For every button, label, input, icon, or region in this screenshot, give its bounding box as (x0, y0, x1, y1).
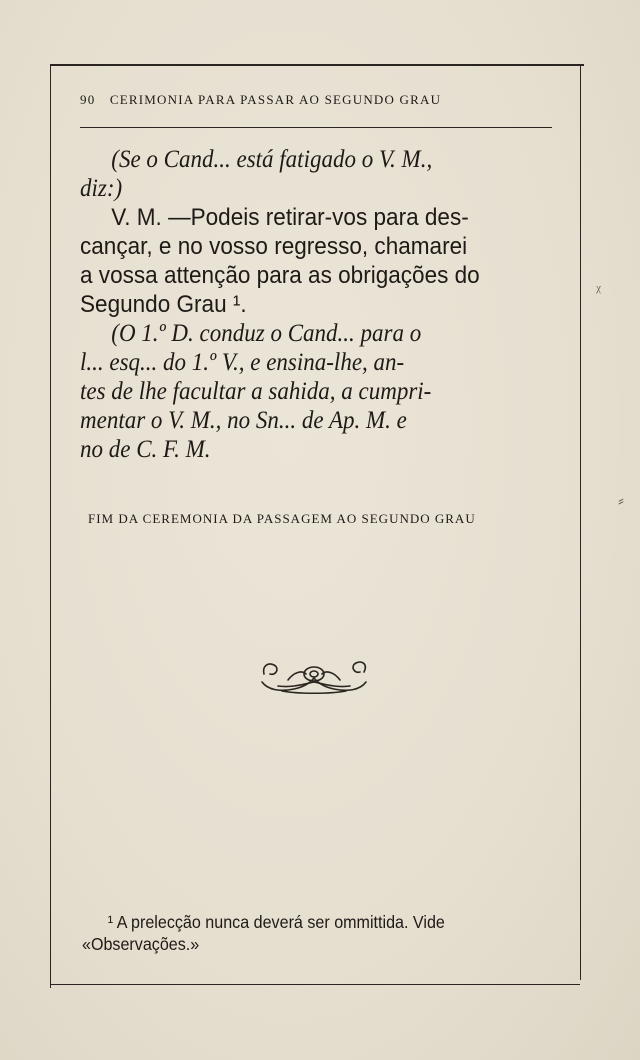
fleuron-ornament-icon (258, 656, 370, 696)
speech-paragraph (80, 203, 518, 319)
frame-top-rule (50, 64, 584, 66)
stage-direction-2 (80, 319, 518, 464)
text-line: diz:) (80, 175, 123, 202)
text-line: a vossa attenção para as obrigações do (80, 262, 480, 289)
text-line: tes de lhe facultar a sahida, a cumpri- (80, 378, 432, 405)
footnote-line: «Observações.» (82, 934, 200, 954)
text-line: no de C. F. M. (80, 436, 211, 463)
running-title: CERIMONIA PARA PASSAR AO SEGUNDO GRAU (109, 92, 442, 107)
text-line: cançar, e no vosso regresso, chamarei (80, 233, 468, 260)
frame-right-rule (580, 64, 581, 980)
frame-bottom-rule (50, 984, 580, 985)
header-rule (80, 127, 552, 128)
running-header (80, 92, 550, 108)
margin-mark: ᵡ (596, 280, 602, 300)
text-line: (Se o Cand... está fatigado o V. M., (111, 146, 433, 173)
footnote (82, 911, 516, 955)
text-line: l... esq... do 1.º V., e ensina-lhe, an- (80, 349, 405, 376)
stage-direction-1 (80, 145, 518, 203)
text-line: V. M. —Podeis retirar-vos para des- (111, 204, 469, 231)
page-number: 90 (80, 92, 96, 107)
frame-left-rule (50, 64, 51, 988)
closing-line: FIM DA CEREMONIA DA PASSAGEM AO SEGUNDO GRAU (88, 511, 476, 526)
text-line: (O 1.º D. conduz o Cand... para o (111, 320, 422, 347)
text-line: Segundo Grau ¹. (80, 291, 247, 318)
body-text (80, 145, 518, 464)
margin-mark: ⸗ (618, 490, 624, 510)
text-line: mentar o V. M., no Sn... de Ap. M. e (80, 407, 407, 434)
footnote-line: ¹ A prelecção nunca deverá ser ommittida. Vide (107, 912, 445, 932)
